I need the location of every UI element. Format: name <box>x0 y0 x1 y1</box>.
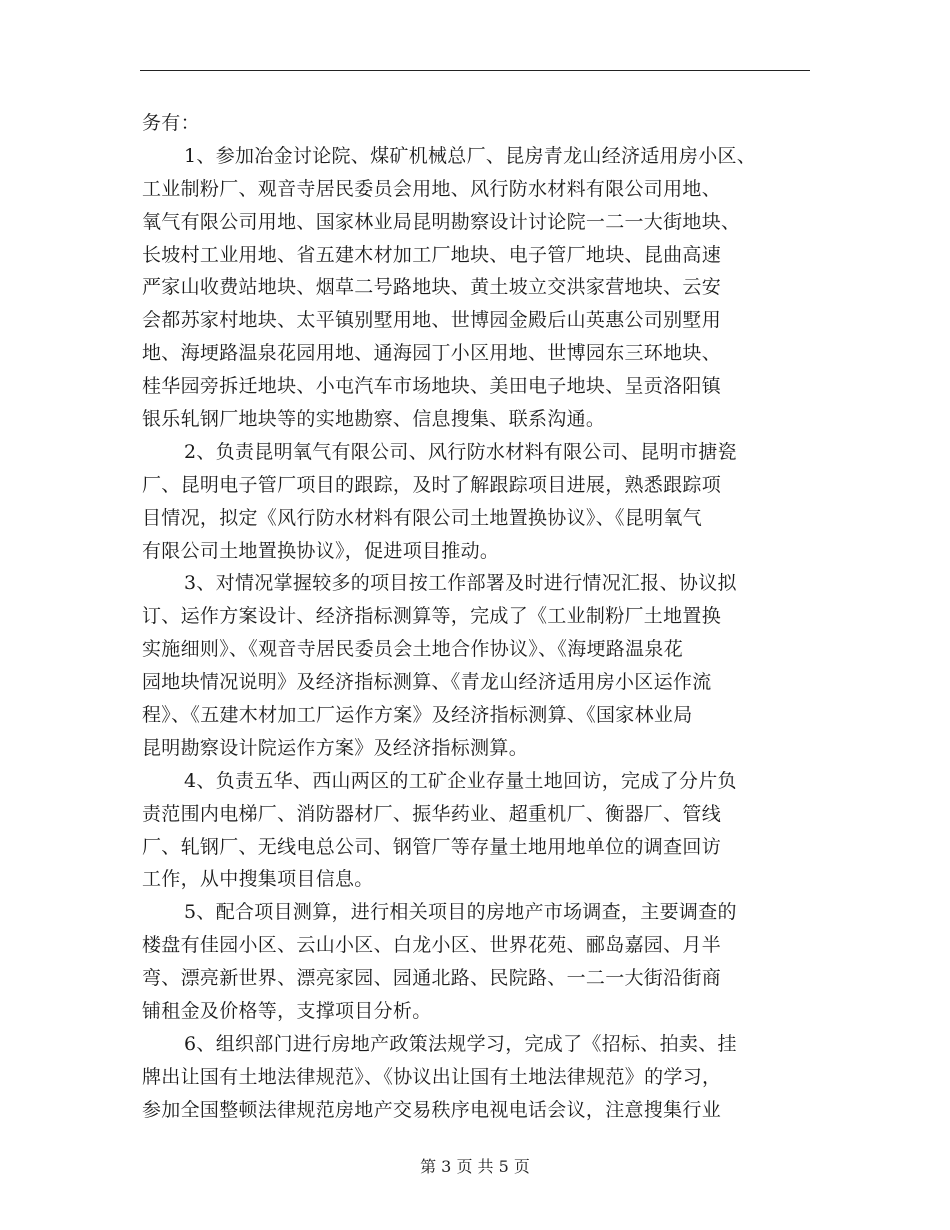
paragraph-first-line: 2、负责昆明氧气有限公司、风行防水材料有限公司、昆明市搪瓷 <box>184 440 737 463</box>
text-line: 会都苏家村地块、太平镇别墅用地、世博园金殿后山英惠公司别墅用 <box>142 309 722 332</box>
text-line: 桂华园旁拆迁地块、小屯汽车市场地块、美田电子地块、呈贡洛阳镇 <box>142 375 722 398</box>
page-number-footer: 第 3 页 共 5 页 <box>420 1157 530 1176</box>
text-line: 氧气有限公司用地、国家林业局昆明勘察设计讨论院一二一大街地块、 <box>142 210 741 233</box>
header-rule <box>140 70 810 71</box>
document-body <box>142 107 812 1127</box>
text-line: 目情况，拟定《风行防水材料有限公司土地置换协议》、《昆明氧气 <box>142 506 703 529</box>
text-line: 昆明勘察设计院运作方案》及经济指标测算。 <box>142 736 529 759</box>
text-line: 程》、《五建木材加工厂运作方案》及经济指标测算、《国家林业局 <box>142 704 693 727</box>
text-line: 厂、轧钢厂、无线电总公司、钢管厂等存量土地用地单位的调查回访 <box>142 835 722 858</box>
text-line: 厂、昆明电子管厂项目的跟踪，及时了解跟踪项目进展，熟悉跟踪项 <box>142 473 722 496</box>
text-line: 园地块情况说明》及经济指标测算、《青龙山经济适用房小区运作流 <box>142 671 712 694</box>
text-line: 弯、漂亮新世界、漂亮家园、园通北路、民院路、一二一大街沿街商 <box>142 967 722 990</box>
paragraph-first-line: 5、配合项目测算，进行相关项目的房地产市场调查，主要调查的 <box>184 901 737 924</box>
text-line: 严家山收费站地块、烟草二号路地块、黄土坡立交洪家营地块、云安 <box>142 276 722 299</box>
text-line: 铺租金及价格等，支撑项目分析。 <box>142 1000 432 1023</box>
text-line: 银乐轧钢厂地块等的实地勘察、信息搜集、联系沟通。 <box>142 408 606 431</box>
text-line: 工业制粉厂、观音寺居民委员会用地、风行防水材料有限公司用地、 <box>142 177 722 200</box>
paragraph-first-line: 4、负责五华、西山两区的工矿企业存量土地回访，完成了分片负 <box>184 769 737 792</box>
text-line: 牌出让国有土地法律规范》、《协议出让国有土地法律规范》的学习， <box>142 1065 722 1088</box>
text-line: 有限公司土地置换协议》，促进项目推动。 <box>142 539 500 562</box>
text-line: 楼盘有佳园小区、云山小区、白龙小区、世界花苑、郦岛嘉园、月半 <box>142 934 722 957</box>
paragraph-first-line: 3、对情况掌握较多的项目按工作部署及时进行情况汇报、协议拟 <box>184 572 737 595</box>
text-line: 地、海埂路温泉花园用地、通海园丁小区用地、世博园东三环地块、 <box>142 342 722 365</box>
text-line: 工作，从中搜集项目信息。 <box>142 868 374 891</box>
text-line: 务有： <box>142 112 200 134</box>
text-line: 责范围内电梯厂、消防器材厂、振华药业、超重机厂、衡器厂、管线 <box>142 802 722 825</box>
paragraph-first-line: 6、组织部门进行房地产政策法规学习，完成了《招标、拍卖、挂 <box>184 1032 737 1055</box>
text-line: 订、运作方案设计、经济指标测算等，完成了《工业制粉厂土地置换 <box>142 605 722 628</box>
text-line: 实施细则》、《观音寺居民委员会土地合作协议》、《海埂路温泉花 <box>142 638 684 661</box>
paragraph-first-line: 1、参加冶金讨论院、煤矿机械总厂、昆房青龙山经济适用房小区、 <box>184 144 757 167</box>
text-line: 长坡村工业用地、省五建木材加工厂地块、电子管厂地块、昆曲高速 <box>142 243 722 266</box>
text-line: 参加全国整顿法律规范房地产交易秩序电视电话会议，注意搜集行业 <box>142 1098 722 1121</box>
